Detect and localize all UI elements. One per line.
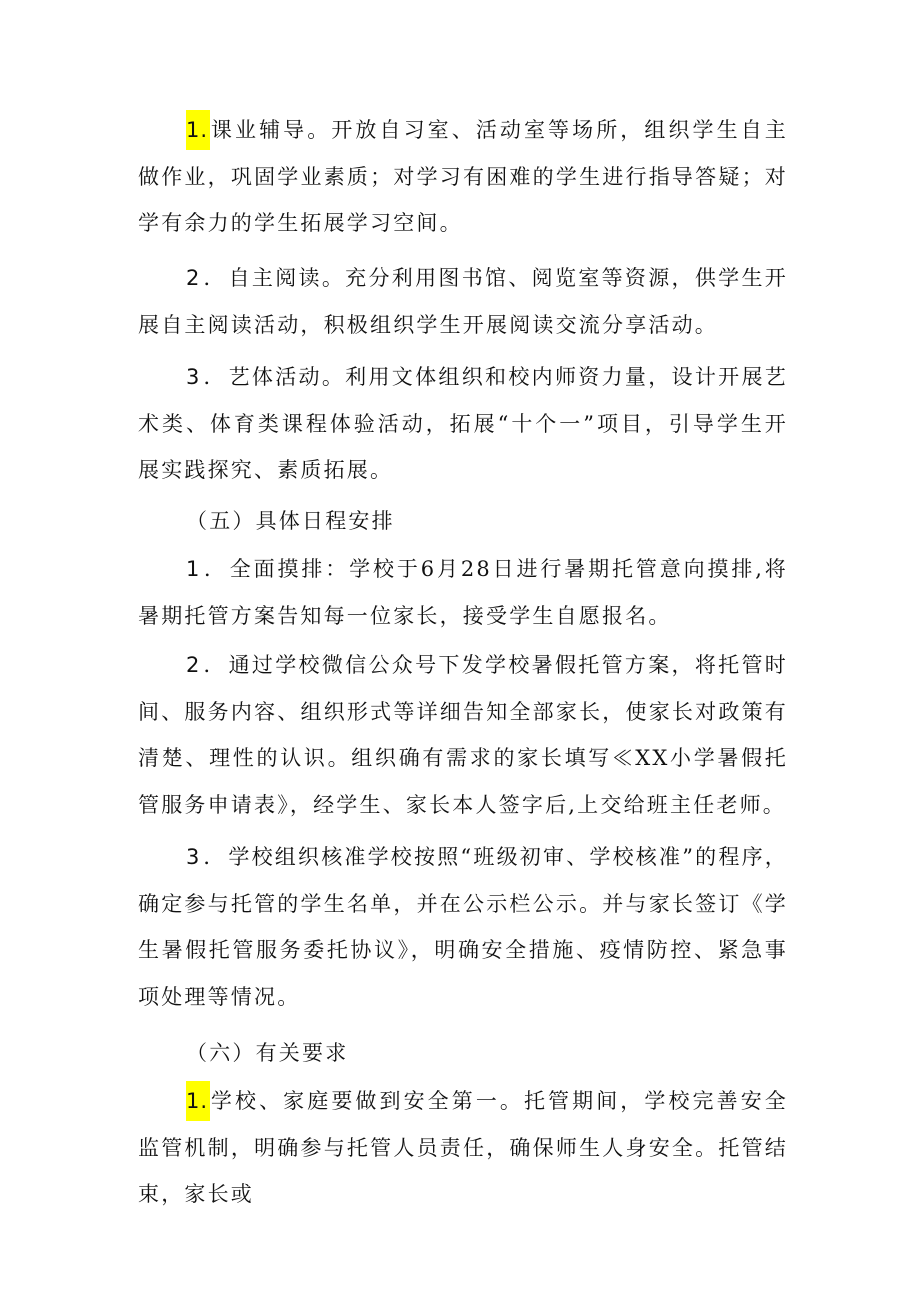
paragraph-text: 艺体活动。利用文体组织和校内师资力量，设计开展艺术类、体育类课程体验活动，拓展“十个一”项目，引导学生开展实践探究、素质拓展。: [138, 365, 788, 482]
section-heading-schedule: （五）具体日程安排: [186, 509, 395, 533]
item-number: 3．: [186, 845, 229, 869]
item-number-highlighted: 1.: [186, 110, 210, 150]
paragraph-approval: [138, 834, 788, 1020]
paragraph-text: 学校组织核准学校按照“班级初审、学校核准”的程序，确定参与托管的学生名单，并在公示栏公示。并与家长签订《学生暑假托管服务委托协议》，明确安全措施、疫情防控、紧急事项处理等情况。: [138, 845, 788, 1009]
paragraph-independent-reading: [138, 255, 788, 348]
paragraph-survey: [138, 546, 788, 639]
paragraph-text: 学校、家庭要做到安全第一。托管期间，学校完善安全监管机制，明确参与托管人员责任，确保师生人身安全。托管结束，家长或: [138, 1089, 788, 1206]
item-number-highlighted: 1.: [186, 1081, 210, 1121]
paragraph-text: 课业辅导。开放自习室、活动室等场所，组织学生自主做作业，巩固学业素质；对学习有困难的学生进行指导答疑；对学有余力的学生拓展学习空间。: [138, 118, 788, 235]
paragraph-text: 自主阅读。充分利用图书馆、阅览室等资源，供学生开展自主阅读活动，积极组织学生开展阅读交流分享活动。: [138, 266, 788, 337]
paragraph-wechat-notice: [138, 642, 788, 828]
item-number: 1．: [186, 557, 230, 581]
section-heading-requirements: （六）有关要求: [186, 1041, 349, 1065]
item-number: 2．: [186, 266, 229, 290]
paragraph-homework-tutoring: [138, 107, 788, 247]
paragraph-arts-sports: [138, 354, 788, 494]
item-number: 3．: [186, 365, 229, 389]
paragraph-text: 全面摸排：学校于6月28日进行暑期托管意向摸排,将暑期托管方案告知每一位家长，接受学生自愿报名。: [138, 557, 788, 628]
item-number: 2．: [186, 653, 229, 677]
paragraph-safety-first: [138, 1078, 788, 1218]
paragraph-text: 通过学校微信公众号下发学校暑假托管方案，将托管时间、服务内容、组织形式等详细告知全部家长，使家长对政策有清楚、理性的认识。组织确有需求的家长填写≪XX小学暑假托管服务申请表》，经学生、家长本人签字后,上交给班主任老师。: [138, 653, 788, 817]
